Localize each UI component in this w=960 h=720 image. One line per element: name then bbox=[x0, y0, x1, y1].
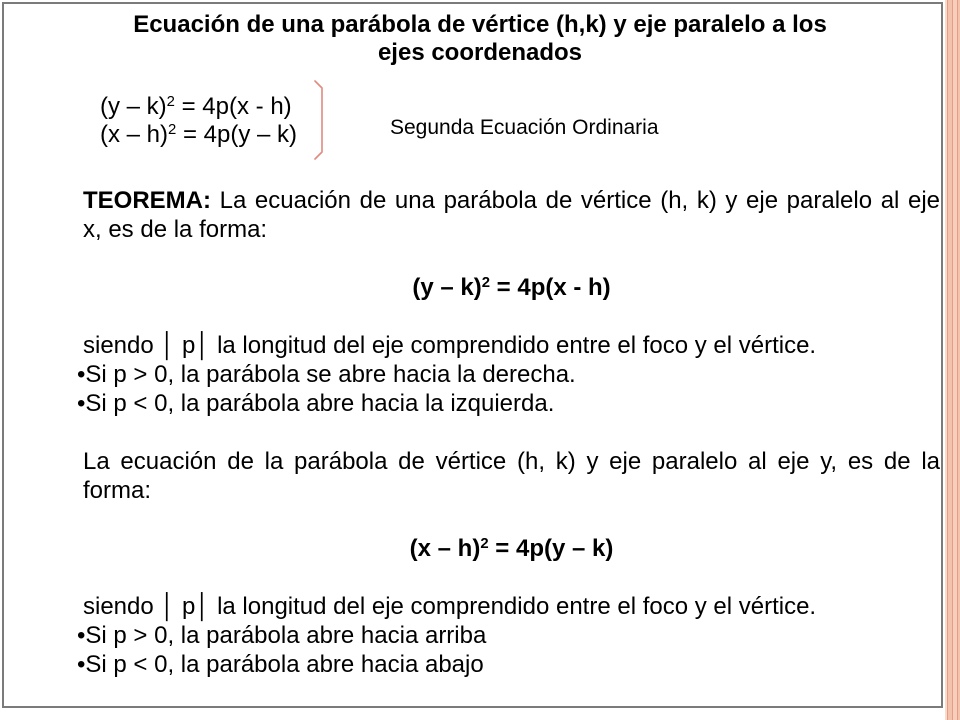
right-bracket-icon bbox=[310, 78, 326, 162]
vertical-case-note: siendo │ p│ la longitud del eje comprendido entre el foco y el vértice. bbox=[83, 593, 817, 620]
content-body bbox=[77, 186, 941, 679]
theorem-label: TEOREMA: bbox=[83, 187, 211, 214]
theorem-note: siendo │ p│ la longitud del eje comprendido entre el foco y el vértice. bbox=[83, 332, 817, 359]
theorem-line-1 bbox=[83, 186, 940, 215]
decorative-side-strip bbox=[945, 0, 960, 720]
equation-vertical-axis bbox=[100, 121, 297, 149]
spacer bbox=[83, 418, 940, 447]
theorem-text: La ecuación de una parábola de vértice (h, k) y eje paralelo al eje bbox=[219, 187, 941, 214]
equation-base: (y – k) bbox=[412, 274, 482, 301]
vertical-case-bullet: •Si p > 0, la parábola abre hacia arriba bbox=[77, 622, 487, 649]
equation-horizontal-axis bbox=[100, 93, 297, 121]
vertical-case-bullet: •Si p < 0, la parábola abre hacia abajo bbox=[77, 651, 484, 678]
ordinary-equations bbox=[100, 93, 297, 149]
equations-caption: Segunda Ecuación Ordinaria bbox=[390, 116, 659, 139]
slide-title-line-1: Ecuación de una parábola de vértice (h,k) y eje paralelo a los bbox=[133, 11, 827, 38]
theorem-bullet: •Si p > 0, la parábola se abre hacia la derecha. bbox=[77, 361, 576, 388]
vertical-case-line-2: forma: bbox=[83, 477, 152, 504]
equation-rest: = 4p(x - h) bbox=[181, 93, 292, 120]
equation-rest: = 4p(y – k) bbox=[495, 535, 614, 562]
equation-base: (x – h) bbox=[100, 121, 169, 148]
equation-exponent: 2 bbox=[168, 121, 177, 138]
theorem-equation bbox=[83, 273, 940, 302]
theorem-bullet: •Si p < 0, la parábola abre hacia la izquierda. bbox=[77, 390, 555, 417]
spacer bbox=[83, 563, 940, 592]
slide-title-line-2: ejes coordenados bbox=[377, 39, 583, 66]
spacer bbox=[83, 244, 940, 273]
spacer bbox=[83, 302, 940, 331]
equation-exponent: 2 bbox=[481, 274, 490, 291]
slide-title bbox=[0, 11, 960, 67]
equation-rest: = 4p(x - h) bbox=[496, 274, 611, 301]
theorem-line-2: x, es de la forma: bbox=[83, 216, 268, 243]
spacer bbox=[83, 505, 940, 534]
equation-base: (x – h) bbox=[409, 535, 481, 562]
equation-base: (y – k) bbox=[100, 93, 167, 120]
equation-exponent: 2 bbox=[166, 93, 175, 110]
vertical-case-line-1: La ecuación de la parábola de vértice (h, k) y eje paralelo al eje y, es de la bbox=[83, 448, 940, 475]
equation-rest: = 4p(y – k) bbox=[182, 121, 298, 148]
equation-exponent: 2 bbox=[480, 535, 489, 552]
vertical-case-equation bbox=[83, 534, 940, 563]
